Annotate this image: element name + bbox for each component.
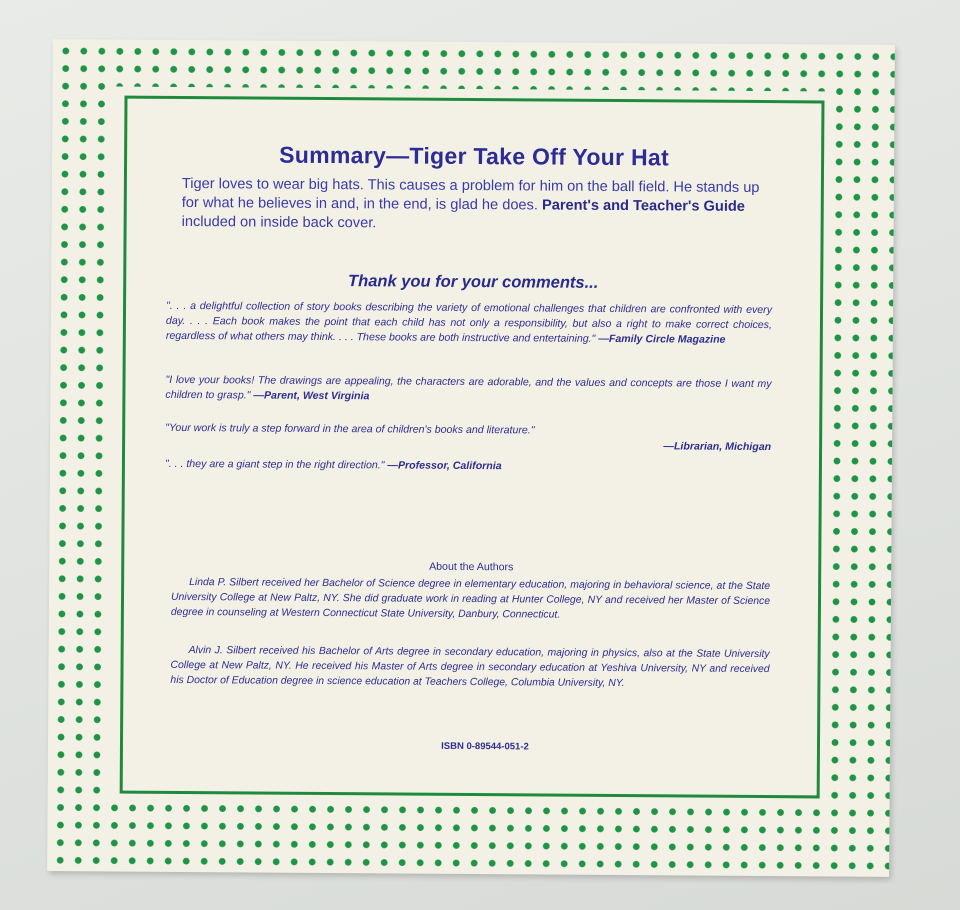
- summary-tail: included on inside back cover.: [181, 213, 377, 232]
- quote-text: ". . . a delightful collection of story books describing the variety of emotional challenges that children are confronted with every day. . . . Each book makes the point that each child has not only a responsibility, but also a right to make correct choices, regardless of what others may think. . . . These books are both instructive and entertaining.": [165, 299, 773, 345]
- quote-text: "I love your books! The drawings are appealing, the characters are adorable, and the values and concepts are those I want my children to grasp.": [165, 373, 772, 402]
- quote-source: —Family Circle Magazine: [598, 332, 726, 346]
- quote-source: —Parent, West Virginia: [253, 389, 370, 403]
- summary-text-block: [182, 175, 773, 236]
- quote-parent: [165, 373, 771, 407]
- quote-family-circle: [166, 299, 772, 348]
- isbn-number: ISBN 0-89544-051-2: [441, 740, 529, 753]
- guide-bold-text: Parent's and Teacher's Guide: [541, 197, 746, 215]
- summary-panel: [120, 96, 825, 799]
- about-heading: About the Authors: [429, 560, 514, 574]
- quote-source: —Professor, California: [387, 459, 502, 473]
- quote-text: "Your work is truly a step forward in the area of children's books and literature.": [165, 421, 535, 437]
- about-alvin: Alvin J. Silbert received his Bachelor of Arts degree in secondary education, majoring in physics, also at the State University College at New Paltz, NY. He received his Master of Arts degree in secondary education at Yeshiva University, NY and received his Doctor of Education degree in science education at Teachers College, Columbia University, NY.: [170, 645, 770, 690]
- quote-professor: [165, 457, 771, 476]
- quote-source: —Librarian, Michigan: [663, 440, 772, 454]
- summary-text: Tiger loves to wear big hats. This causes a problem for him on the ball field. He stands up for what he believes in and, in the end, is glad he does.: [181, 175, 760, 214]
- summary-title: Summary—Tiger Take Off Your Hat: [279, 141, 670, 171]
- quote-text: ". . . they are a giant step in the right direction.": [164, 457, 385, 472]
- thanks-heading: Thank you for your comments...: [348, 272, 599, 292]
- about-linda: Linda P. Silbert received her Bachelor of Science degree in elementary education, majoring in behavioral science, at the State University College at New Paltz, NY. She did graduate work in reading at Hunter College, NY and received her Master of Science degree in counseling at Western Connecticut State University, Danbury, Connecticut.: [170, 577, 771, 621]
- quote-librarian: [165, 421, 771, 455]
- book-back-cover: [47, 39, 895, 877]
